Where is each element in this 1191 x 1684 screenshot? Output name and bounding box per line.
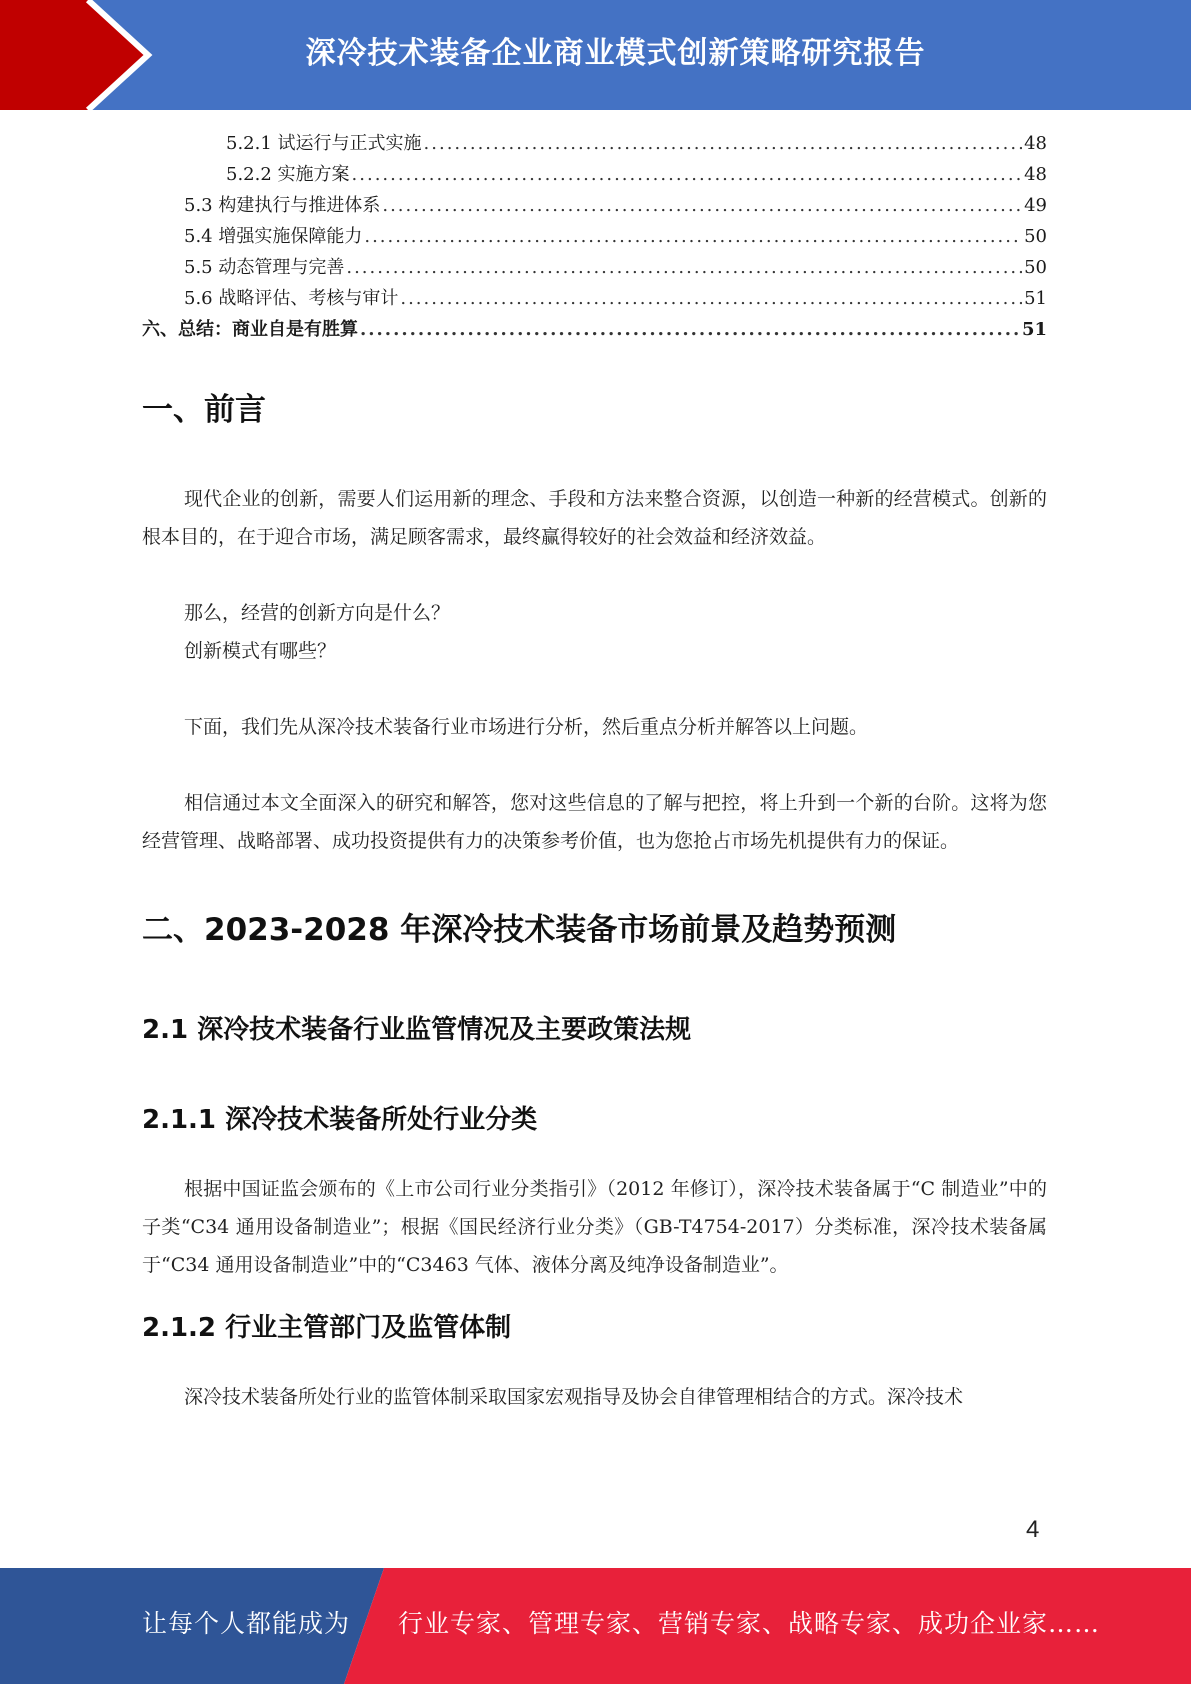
footer-banner: [0, 1568, 1191, 1684]
toc-item[interactable]: [142, 314, 1047, 345]
section-heading-preface: 一、前言: [142, 392, 266, 428]
toc-item-label: 5.2.1 试运行与正式实施: [226, 133, 422, 154]
toc-leader-dots: [424, 128, 1023, 159]
paragraph: 相信通过本文全面深入的研究和解答，您对这些信息的了解与把控，将上升到一个新的台阶。这将为您经营管理、战略部署、成功投资提供有力的决策参考价值，也为您抢占市场先机提供有力的保证。: [142, 792, 1047, 852]
toc-leader-dots: [382, 190, 1022, 221]
subsection-heading: 2.1 深冷技术装备行业监管情况及主要政策法规: [142, 1015, 692, 1045]
toc-item-label: 5.3 构建执行与推进体系: [184, 195, 381, 216]
header-banner: [0, 0, 1191, 110]
toc-leader-dots: [360, 314, 1020, 345]
footer-slogan-left: 让每个人都能成为: [142, 1609, 351, 1638]
toc-leader-dots: [364, 221, 1022, 252]
paragraph: 下面，我们先从深冷技术装备行业市场进行分析，然后重点分析并解答以上问题。: [184, 716, 869, 738]
toc-item-page: 48: [1024, 164, 1047, 185]
subsubsection-heading: 2.1.1 深冷技术装备所处行业分类: [142, 1105, 538, 1135]
toc-leader-dots: [346, 252, 1022, 283]
paragraph: 现代企业的创新，需要人们运用新的理念、手段和方法来整合资源，以创造一种新的经营模式。创新的根本目的，在于迎合市场，满足顾客需求，最终赢得较好的社会效益和经济效益。: [142, 488, 1047, 548]
toc-item-page: 49: [1024, 195, 1047, 216]
toc-item[interactable]: [142, 252, 1047, 283]
paragraph: 深冷技术装备所处行业的监管体制采取国家宏观指导及协会自律管理相结合的方式。深冷技术: [184, 1386, 964, 1408]
report-title: 深冷技术装备企业商业模式创新策略研究报告: [305, 36, 926, 71]
table-of-contents: [142, 128, 1047, 345]
toc-item-label: 5.4 增强实施保障能力: [184, 226, 363, 247]
toc-item[interactable]: [142, 221, 1047, 252]
question-line: 创新模式有哪些？: [184, 640, 337, 662]
toc-leader-dots: [352, 159, 1023, 190]
page-number: 4: [1026, 1516, 1040, 1543]
question-line: 那么，经营的创新方向是什么？: [184, 602, 451, 624]
document-body: [142, 380, 1047, 1416]
toc-item-page: 51: [1021, 319, 1047, 340]
toc-item[interactable]: [142, 159, 1047, 190]
toc-item-label: 六、总结：商业自是有胜算: [142, 319, 358, 340]
paragraph: 根据中国证监会颁布的《上市公司行业分类指引》（2012 年修订），深冷技术装备属于“C 制造业”中的子类“C34 通用设备制造业”；根据《国民经济行业分类》（GB-T4754-2017）分类标准，深冷技术装备属于“C34 通用设备制造业”中的“C3463 气体、液体分离及纯净设备制造业”。: [142, 1178, 1047, 1276]
toc-item-label: 5.2.2 实施方案: [226, 164, 350, 185]
toc-item[interactable]: [142, 128, 1047, 159]
toc-item-page: 48: [1024, 133, 1047, 154]
footer-slogan-right: 行业专家、管理专家、营销专家、战略专家、成功企业家……: [398, 1609, 1101, 1638]
toc-item[interactable]: [142, 190, 1047, 221]
subsubsection-heading: 2.1.2 行业主管部门及监管体制: [142, 1313, 512, 1343]
toc-item-label: 5.5 动态管理与完善: [184, 257, 345, 278]
toc-leader-dots: [400, 283, 1022, 314]
toc-item-label: 5.6 战略评估、考核与审计: [184, 288, 399, 309]
toc-item-page: 51: [1024, 288, 1047, 309]
section-heading-forecast: 二、2023-2028 年深冷技术装备市场前景及趋势预测: [142, 912, 897, 948]
toc-item-page: 50: [1024, 257, 1047, 278]
toc-item-page: 50: [1024, 226, 1047, 247]
toc-item[interactable]: [142, 283, 1047, 314]
